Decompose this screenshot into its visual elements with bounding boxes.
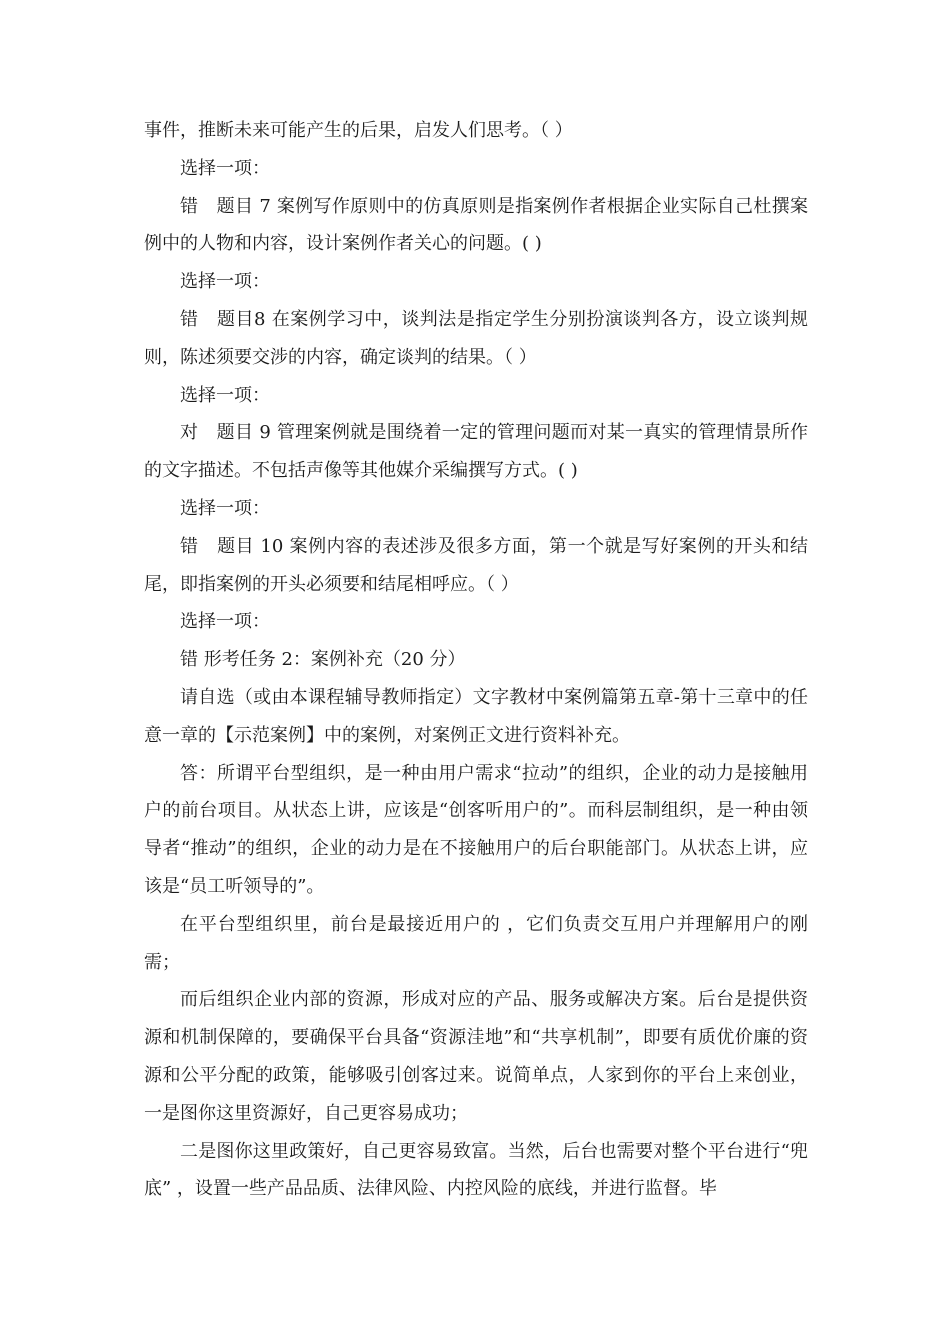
body-paragraph: 二是图你这里政策好，自己更容易致富。当然，后台也需要对整个平台进行“兜底” ，设置一些产品品质、法律风险、内控风险的底线，并进行监督。毕 <box>144 1140 808 1200</box>
choice-prompt: 选择一项： <box>180 271 270 293</box>
body-paragraph: 在平台型组织里，前台是最接近用户的 ，它们负责交互用户并理解用户的刚需； <box>144 913 808 973</box>
body-paragraph: 而后组织企业内部的资源，形成对应的产品、服务或解决方案。后台是提供资源和机制保障的，要确保平台具备“资源洼地”和“共享机制”，即要有质优价廉的资源和公平分配的政策，能够吸引创客过来。说简单点，人家到你的平台上来创业，一是图你这里资源好，自己更容易成功； <box>144 989 808 1124</box>
choice-prompt: 选择一项： <box>180 497 270 519</box>
question-7: 错 题目 7 案例写作原则中的仿真原则是指案例作者根据企业实际自己杜撰案例中的人物和内容，设计案例作者关心的问题。( ) <box>144 195 808 255</box>
question-8: 错 题目8 在案例学习中，谈判法是指定学生分别扮演谈判各方，设立谈判规则，陈述须要交涉的内容，确定谈判的结果。（ ） <box>144 308 808 368</box>
choice-prompt: 选择一项： <box>180 611 270 633</box>
choice-prompt: 选择一项： <box>180 157 270 179</box>
document-body <box>144 112 808 1208</box>
task-2-heading: 错 形考任务 2：案例补充（20 分） <box>180 649 466 671</box>
task-2-instruction: 请自选（或由本课程辅导教师指定）文字教材中案例篇第五章-第十三章中的任意一章的【示范案例】中的案例，对案例正文进行资料补充。 <box>144 686 808 746</box>
paragraph-continuation: 事件，推断未来可能产生的后果，启发人们思考。（ ） <box>144 120 573 141</box>
choice-prompt: 选择一项： <box>180 384 270 406</box>
question-9: 对 题目 9 管理案例就是围绕着一定的管理问题而对某一真实的管理情景所作的文字描述。不包括声像等其他媒介采编撰写方式。( ) <box>144 422 808 482</box>
answer-paragraph: 答：所谓平台型组织，是一种由用户需求“拉动”的组织，企业的动力是接触用户的前台项目。从状态上讲，应该是“创客听用户的”。而科层制组织，是一种由领导者“推动”的组织，企业的动力是在不接触用户的后台职能部门。从状态上讲，应该是“员工听领导的”。 <box>144 762 808 897</box>
question-10: 错 题目 10 案例内容的表述涉及很多方面，第一个就是写好案例的开头和结尾，即指案例的开头必须要和结尾相呼应。（ ） <box>144 535 808 595</box>
